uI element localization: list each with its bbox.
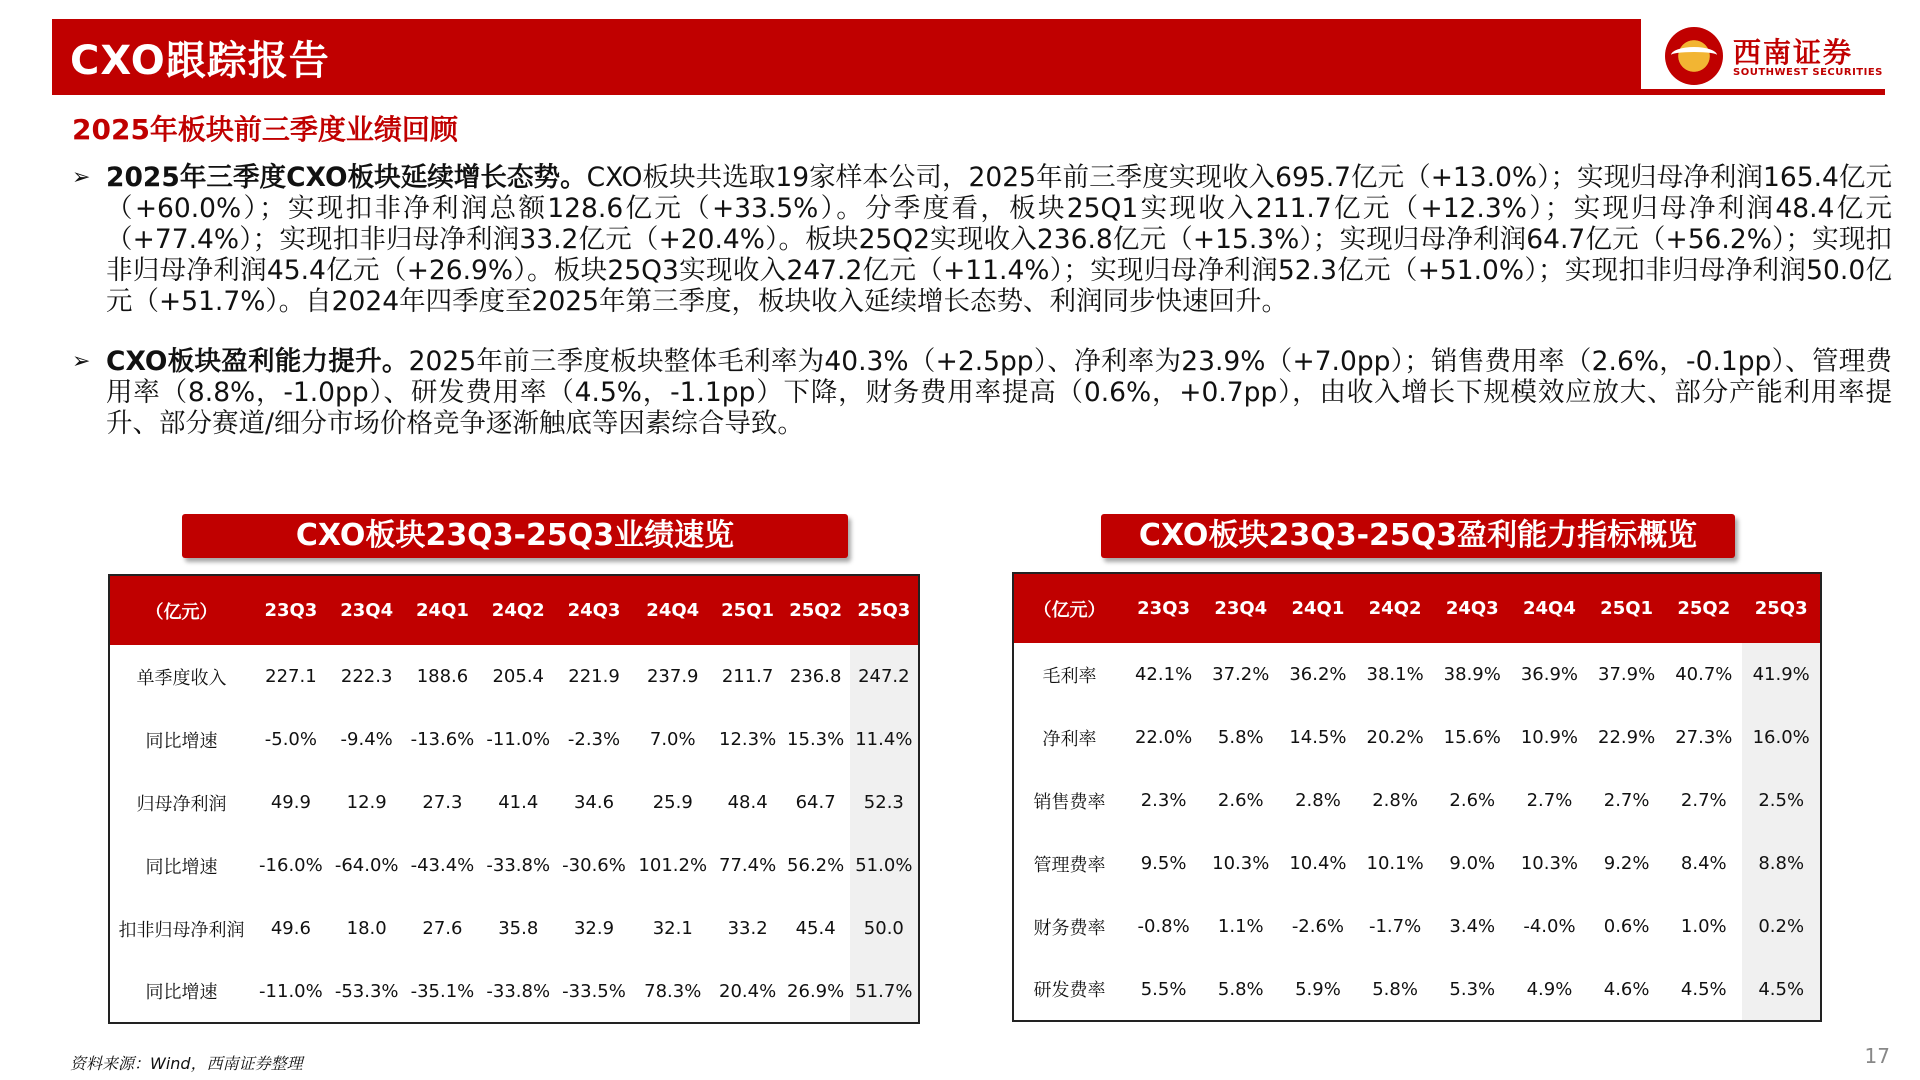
table-cell: 15.6% [1443,727,1501,748]
report-title: CXO跟踪报告 [70,38,330,84]
table-header-cell: 24Q1 [1279,573,1356,643]
table-cell: 4.5% [1680,978,1727,1000]
logo-name-cn: 西南证券 [1733,36,1854,69]
bullet-lead: CXO板块盈利能力提升。 [106,346,409,377]
table-cell: 20.2% [1366,727,1424,748]
table-header-cell: 23Q3 [1125,573,1202,643]
table-row [109,771,919,834]
table-row [109,960,919,1023]
table-cell: 26.9% [787,980,845,1002]
table-cell: 18.0 [346,918,387,939]
row-label: 销售费率 [1033,791,1106,813]
table-header-cell: 25Q1 [1588,573,1665,643]
table-cell: 45.4 [795,918,836,939]
table-cell: 40.7% [1675,664,1733,685]
table-cell: 41.4 [498,792,539,813]
table-cell: 32.9 [573,918,615,939]
table-header-cell: 24Q4 [632,575,714,645]
bullet-paragraph-profitability [72,346,1892,439]
table-cell: 1.0% [1680,916,1727,937]
bullet-text [106,162,1892,317]
table-row [1013,895,1821,958]
table-cell: 56.2% [787,855,845,876]
row-label: 单季度收入 [136,667,227,689]
table-cell: -64.0% [334,855,399,876]
table-cell: 49.6 [270,918,311,939]
table-cell: 0.2% [1742,895,1821,958]
table-cell: -0.8% [1137,916,1190,937]
table-cell: 5.8% [1372,978,1418,1000]
table-cell: 9.2% [1603,853,1650,874]
table-cell: 27.3 [422,792,463,813]
table-cell: 36.2% [1289,664,1347,685]
table-cell: 2.7% [1526,790,1573,811]
table-cell: 221.9 [568,666,620,687]
row-label: 同比增速 [145,856,218,878]
table-header-cell: 24Q3 [1434,573,1511,643]
table-cell: -35.1% [410,980,475,1002]
table-cell: -4.0% [1523,916,1576,937]
table-header-cell: 25Q2 [782,575,850,645]
table-cell: 8.4% [1680,853,1727,874]
table-cell: 10.9% [1520,727,1579,748]
table-header-row [109,575,919,645]
table-row [109,834,919,897]
table-cell: 33.2 [727,918,768,939]
table-cell: 5.5% [1140,978,1187,1000]
table-row [109,708,919,771]
table-cell: 48.4 [727,792,768,813]
table-cell: 22.9% [1598,727,1656,748]
table-cell: -11.0% [259,980,323,1002]
row-label: 同比增速 [145,730,218,752]
table-cell: 236.8 [789,666,842,687]
table-cell: -1.7% [1368,916,1422,937]
logo-swirl-icon [1671,47,1717,63]
table-cell: 10.4% [1289,853,1347,874]
table-cell: 2.6% [1449,790,1496,811]
table-header-row [1013,573,1821,643]
table-header-cell: 24Q2 [1357,573,1434,643]
table-cell: 2.3% [1140,790,1187,811]
table-cell: 211.7 [721,666,774,687]
row-label: 毛利率 [1042,665,1097,687]
company-logo [1641,19,1885,89]
table-cell: 5.8% [1217,727,1264,748]
table-cell: 5.9% [1295,978,1341,1000]
source-note: 资料来源：Wind，西南证券整理 [70,1054,303,1073]
bullet-body: 2025年前三季度板块整体毛利率为40.3%（+2.5pp）、净利率为23.9%（+7.0pp）；销售费用率（2.6%，-0.1pp）、管理费用率（8.8%，-1.0pp）、研发费用率（4.5%，-1.1pp）下降，财务费用率提高（0.6%，+0.7pp），由收入增长下规模效应放大、部分产能利用率提升、部分赛道/细分市场价格竞争逐渐触底等因素综合导致。 [106,346,1892,439]
row-label: 扣非归母净利润 [118,919,245,941]
table-cell: 32.1 [652,918,693,939]
table-cell: 22.0% [1134,727,1193,748]
table-cell: 2.5% [1742,769,1821,832]
table-header-cell: 24Q4 [1511,573,1588,643]
logo-name-en: SOUTHWEST SECURITIES [1733,67,1883,78]
table-cell: -43.4% [410,855,475,876]
table-cell: 4.9% [1526,978,1573,1000]
table-cell: 2.7% [1603,790,1650,811]
table-cell: 77.4% [719,855,777,876]
table1-title: CXO板块23Q3-25Q3业绩速览 [182,514,848,558]
table-cell: 10.1% [1366,853,1424,874]
table-cell: 247.2 [850,645,919,708]
bullet-text [106,346,1892,439]
table-cell: 20.4% [719,980,777,1002]
table-header-cell: 25Q3 [1742,573,1821,643]
table-header-cell: 23Q4 [329,575,405,645]
table-cell: 25.9 [652,792,693,813]
table-cell: 78.3% [644,980,702,1002]
table-cell: -30.6% [562,855,626,876]
table-row [1013,643,1821,706]
row-label: 研发费率 [1033,980,1106,1001]
table-cell: 5.3% [1449,978,1496,1000]
table-row [109,897,919,960]
table-cell: 12.9 [346,792,387,813]
table-cell: 3.4% [1449,916,1496,937]
table-cell: 2.7% [1680,790,1727,811]
row-label: 同比增速 [145,982,218,1003]
table-cell: -33.8% [486,855,551,876]
table-cell: -33.5% [562,980,626,1002]
table-header-cell: 24Q2 [480,575,556,645]
table-cell: 188.6 [416,666,469,687]
table-cell: 11.4% [850,708,919,771]
table-cell: 42.1% [1134,664,1193,685]
table-cell: 16.0% [1742,706,1821,769]
table-cell: 205.4 [492,666,544,687]
bullet-lead: 2025年三季度CXO板块延续增长态势。 [106,162,587,193]
table-header-cell: 25Q2 [1665,573,1742,643]
table-cell: 5.8% [1217,978,1264,1000]
profitability-table [1012,572,1822,1022]
table-cell: 222.3 [340,666,393,687]
table-cell: -2.3% [567,729,621,750]
table-cell: 7.0% [649,729,696,750]
row-label: 管理费率 [1033,854,1106,876]
table-cell: 237.9 [646,666,699,687]
table-cell: -33.8% [486,980,551,1002]
table-header-cell: 25Q3 [850,575,919,645]
table-header-cell: 24Q3 [556,575,632,645]
table-cell: 49.9 [270,792,311,813]
table-header-cell: 23Q4 [1202,573,1279,643]
table-row [1013,769,1821,832]
table-cell: -13.6% [410,729,475,750]
table-cell: 51.0% [850,834,919,897]
table-cell: 35.8 [498,918,539,939]
table-header-cell: （亿元） [109,575,253,645]
bullet-body: CXO板块共选取19家样本公司，2025年前三季度实现收入695.7亿元（+13.0%）；实现归母净利润165.4亿元（+60.0%）；实现扣非净利润总额128.6亿元（+33.5%）。分季度看，板块25Q1实现收入211.7亿元（+12.3%）；实现归母净利润48.4亿元（+77.4%）；实现扣非归母净利润33.2亿元（+20.4%）。板块25Q2实现收入236.8亿元（+15.3%）；实现归母净利润64.7亿元（+56.2%）；实现扣非归母净利润45.4亿元（+26.9%）。板块25Q3实现收入247.2亿元（+11.4%）；实现归母净利润52.3亿元（+51.0%）；实现扣非归母净利润50.0亿元（+51.7%）。自2024年四季度至2025年第三季度，板块收入延续增长态势、利润同步快速回升。 [106,162,1892,317]
table-header-cell: 25Q1 [714,575,782,645]
performance-table [108,574,920,1024]
table-cell: 38.1% [1366,664,1424,685]
table-cell: 2.6% [1217,790,1264,811]
table-cell: 1.1% [1217,916,1264,937]
table-cell: 0.6% [1603,916,1650,937]
table-cell: 2.8% [1295,790,1341,811]
table-cell: -9.4% [340,729,393,750]
table-cell: 51.7% [850,960,919,1023]
table-cell: 10.3% [1520,853,1579,874]
table-header-cell: （亿元） [1013,573,1125,643]
table-cell: 41.9% [1742,643,1821,706]
table-cell: 10.3% [1212,853,1270,874]
table-cell: 227.1 [265,666,317,687]
table-cell: 2.8% [1372,790,1418,811]
header-divider [52,91,1885,95]
table-cell: 101.2% [638,855,708,876]
table-cell: 15.3% [787,729,845,750]
table-cell: 64.7 [795,792,836,813]
table-cell: -16.0% [259,855,323,876]
table-cell: 8.8% [1742,832,1821,895]
row-label: 归母净利润 [136,793,227,815]
table-cell: 14.5% [1289,727,1347,748]
table-cell: 50.0 [850,897,919,960]
table-cell: 37.2% [1212,664,1270,685]
table-cell: 9.0% [1449,853,1496,874]
arrow-bullet-icon: ➢ [72,165,91,190]
page-number: 17 [1864,1044,1890,1068]
table-cell: 27.3% [1675,727,1733,748]
table-header-cell: 24Q1 [405,575,481,645]
table-cell: 4.6% [1603,978,1650,1000]
bullet-paragraph-growth [72,162,1892,317]
section-subtitle: 2025年板块前三季度业绩回顾 [72,113,458,146]
arrow-bullet-icon: ➢ [72,349,91,374]
table-cell: 52.3 [850,771,919,834]
row-label: 财务费率 [1033,917,1106,939]
table-cell: 37.9% [1598,664,1656,685]
table-cell: 4.5% [1742,958,1821,1021]
table-cell: 27.6 [422,918,463,939]
header-bar [52,19,1885,93]
table-cell: 12.3% [719,729,777,750]
table-row [1013,706,1821,769]
table-cell: 38.9% [1443,664,1501,685]
table-cell: 9.5% [1140,853,1187,874]
table-row [1013,958,1821,1021]
table-row [1013,832,1821,895]
table-cell: 34.6 [573,792,615,813]
table-cell: -2.6% [1291,916,1345,937]
table2-title: CXO板块23Q3-25Q3盈利能力指标概览 [1101,514,1735,558]
table-cell: -11.0% [486,729,551,750]
table-cell: -5.0% [264,729,317,750]
table-header-cell: 23Q3 [253,575,329,645]
row-label: 净利率 [1042,728,1097,750]
table-cell: -53.3% [334,980,399,1002]
table-row [109,645,919,708]
table-cell: 36.9% [1520,664,1579,685]
